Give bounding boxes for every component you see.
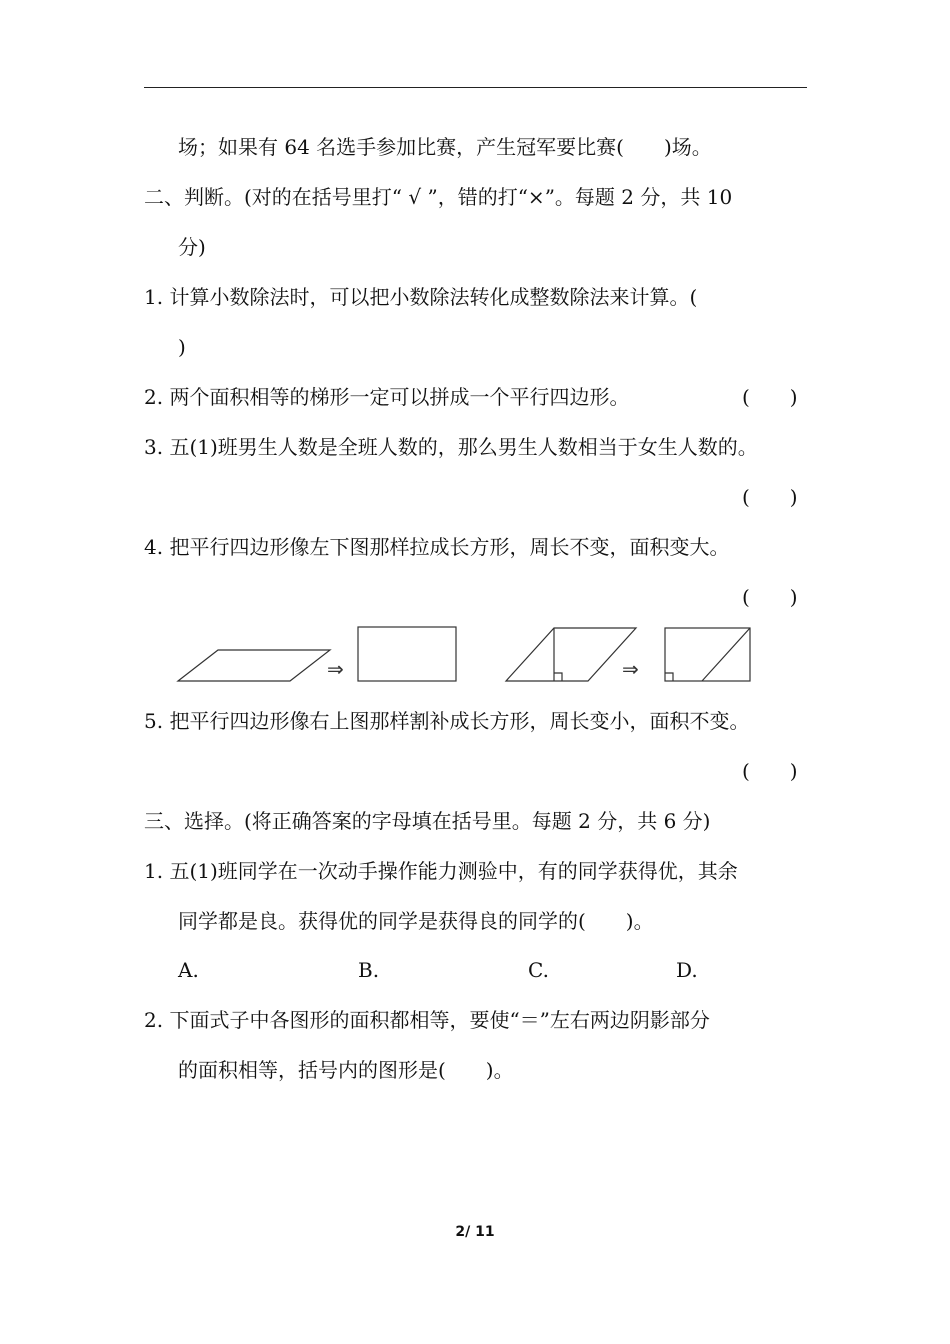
choice-q2: 2. 下面式子中各图形的面积都相等，要使“＝”左右两边阴影部分	[144, 1008, 710, 1032]
page-number: 2/ 11	[455, 1224, 495, 1240]
judge-q5-answer[interactable]: ( )	[742, 759, 798, 783]
transform-arrow-2: ⇒	[622, 657, 639, 681]
option-a[interactable]: A.	[178, 958, 199, 982]
assembled-rectangle	[665, 628, 750, 681]
continuation-text: 场；如果有 64 名选手参加比赛，产生冠军要比赛( )场。	[178, 135, 712, 159]
judge-q1: 1. 计算小数除法时，可以把小数除法转化成整数除法来计算。(	[144, 285, 698, 309]
choice-q1: 1. 五(1)班同学在一次动手操作能力测验中，有的同学获得优，其余	[144, 859, 738, 883]
option-d[interactable]: D.	[676, 958, 698, 982]
transform-arrow-1: ⇒	[327, 657, 344, 681]
cut-line	[702, 628, 750, 681]
judge-q5: 5. 把平行四边形像右上图那样割补成长方形，周长变小，面积不变。	[144, 709, 750, 733]
section2-heading-cont: 分)	[178, 235, 206, 259]
option-b[interactable]: B.	[358, 958, 380, 982]
judge-q1-paren: )	[178, 335, 186, 359]
right-angle-mark-2	[665, 673, 673, 681]
option-c[interactable]: C.	[528, 958, 549, 982]
cut-parallelogram	[506, 628, 636, 681]
parallelogram-figures	[170, 620, 770, 690]
judge-q2: 2. 两个面积相等的梯形一定可以拼成一个平行四边形。	[144, 385, 630, 409]
judge-q4-answer[interactable]: ( )	[742, 585, 798, 609]
right-angle-mark	[554, 673, 562, 681]
judge-q3: 3. 五(1)班男生人数是全班人数的，那么男生人数相当于女生人数的。	[144, 435, 758, 459]
choice-q2-cont: 的面积相等，括号内的图形是( )。	[178, 1058, 514, 1082]
judge-q3-answer[interactable]: ( )	[742, 485, 798, 509]
slanted-parallelogram	[178, 650, 330, 681]
section3-heading: 三、选择。(将正确答案的字母填在括号里。每题 2 分，共 6 分)	[144, 809, 711, 833]
judge-q4: 4. 把平行四边形像左下图那样拉成长方形，周长不变，面积变大。	[144, 535, 730, 559]
header-rule	[144, 87, 807, 88]
choice-q1-cont: 同学都是良。获得优的同学是获得良的同学的( )。	[178, 909, 654, 933]
judge-q2-answer[interactable]: ( )	[742, 385, 798, 409]
stretched-rectangle	[358, 627, 456, 681]
section2-heading: 二、判断。(对的在括号里打“ √ ”，错的打“×”。每题 2 分，共 10	[144, 185, 733, 209]
